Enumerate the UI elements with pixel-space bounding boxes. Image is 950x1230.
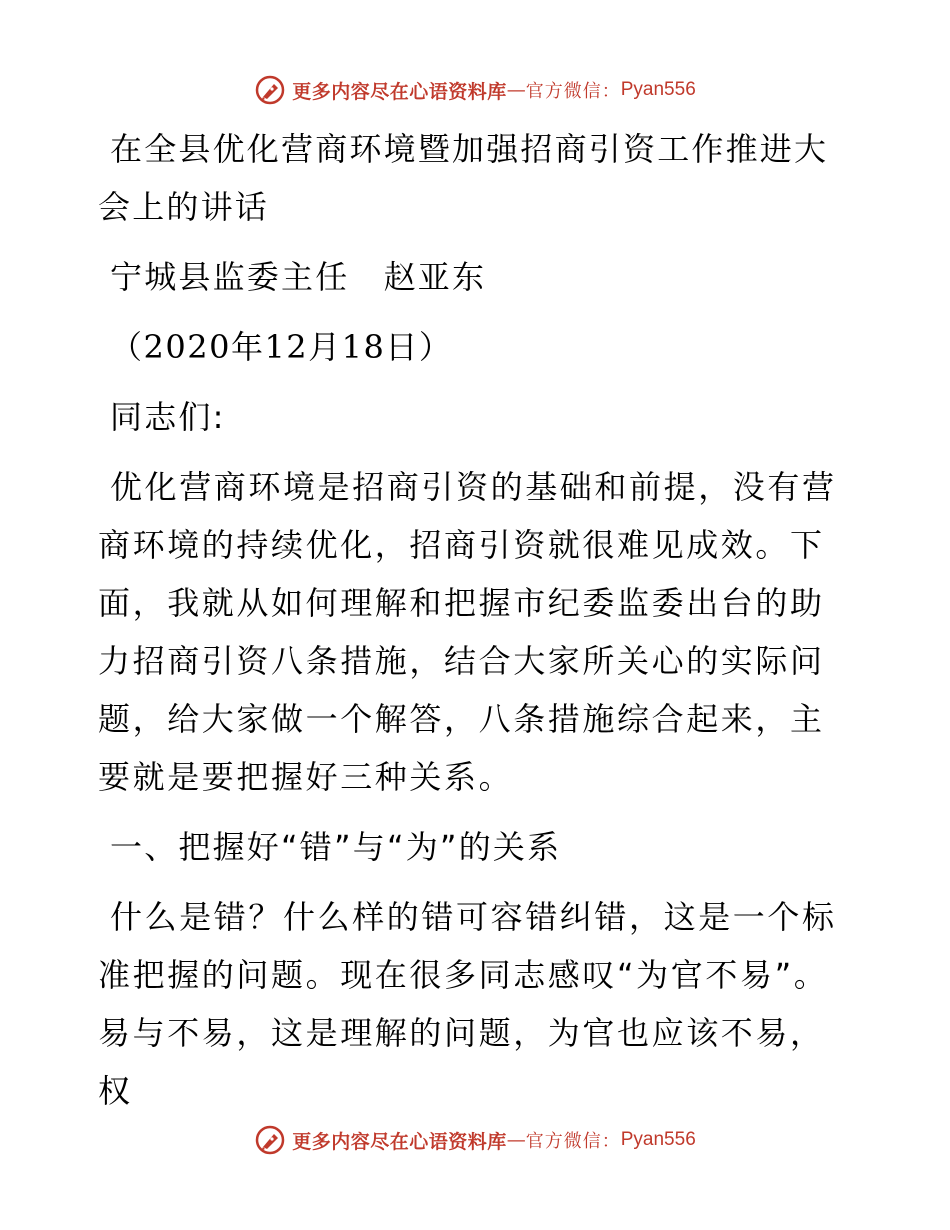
banner-separator: — — [506, 79, 526, 101]
pen-nib-logo-icon — [254, 1124, 286, 1156]
document-author: 宁城县监委主任 赵亚东 — [110, 258, 487, 296]
document-greeting: 同志们: — [110, 398, 226, 436]
banner-site-text: 更多内容尽在心语资料库 — [292, 80, 507, 103]
body-paragraph-2: 什么是错？什么样的错可容错纠错，这是一个标准把握的问题。现在很多同志感叹“为官不易”。易与不易，这是理解的问题，为官也应该不易，权 — [98, 898, 837, 1110]
banner-wechat-id: Pyan556 — [620, 79, 696, 100]
document-body — [98, 120, 858, 1120]
banner-site-text: 更多内容尽在心语资料库 — [292, 1130, 507, 1153]
footer-banner — [0, 1120, 950, 1160]
section-heading-1: 一、把握好“错”与“为”的关系 — [110, 828, 562, 866]
header-banner — [0, 70, 950, 110]
body-paragraph-1: 优化营商环境是招商引资的基础和前提，没有营商环境的持续优化，招商引资就很难见成效。下面，我就从如何理解和把握市纪委监委出台的助力招商引资八条措施，结合大家所关心的实际问题，给大家做一个解答，八条措施综合起来，主要就是要把握好三种关系。 — [98, 468, 837, 796]
banner-separator: — — [506, 1129, 526, 1151]
banner-wechat-label: 官方微信： — [525, 1131, 621, 1152]
pen-nib-logo-icon — [254, 74, 286, 106]
banner-wechat-label: 官方微信： — [525, 81, 621, 102]
document-date: （2020年12月18日） — [110, 328, 453, 366]
banner-wechat-id: Pyan556 — [620, 1129, 696, 1150]
document-title: 在全县优化营商环境暨加强招商引资工作推进大会上的讲话 — [98, 130, 829, 226]
